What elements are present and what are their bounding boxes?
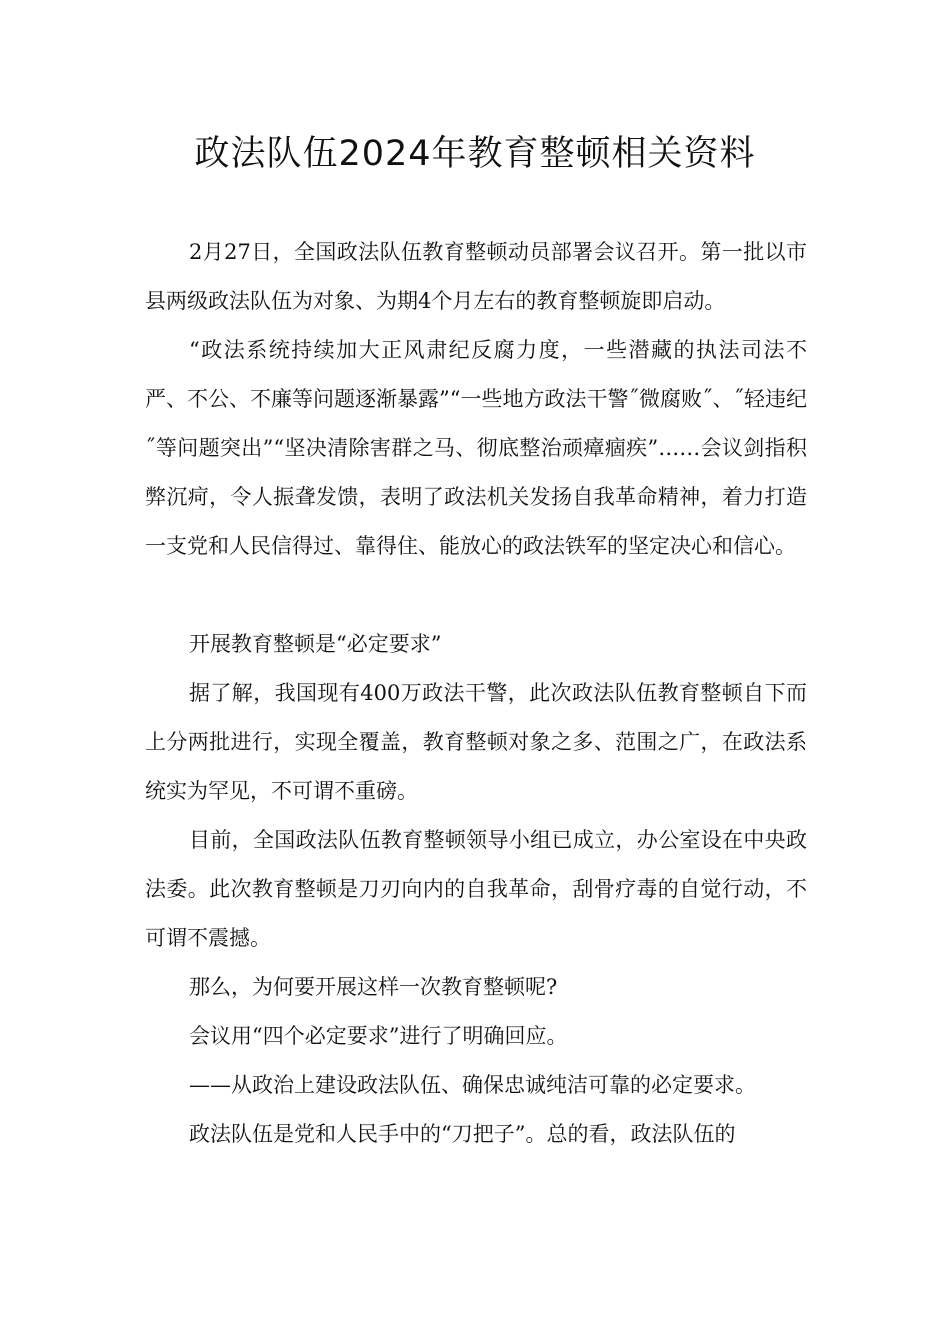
paragraph-7: ——从政治上建设政法队伍、确保忠诚纯洁可靠的必定要求。 (189, 1073, 756, 1097)
paragraph-6: 会议用“四个必定要求”进行了明确回应。 (189, 1024, 568, 1048)
document-body (145, 228, 807, 1159)
paragraph-4: 目前，全国政法队伍教育整顿领导小组已成立，办公室设在中央政法委。此次教育整顿是刀刃向内的自我革命，刮骨疗毒的自觉行动，不可谓不震撼。 (145, 828, 807, 950)
paragraph-5: 那么，为何要开展这样一次教育整顿呢? (189, 975, 558, 999)
document-title: 政法队伍2024年教育整顿相关资料 (194, 134, 756, 174)
paragraph-2: “政法系统持续加大正风肃纪反腐力度，一些潜藏的执法司法不严、不公、不廉等问题逐渐暴露”“一些地方政法干警˝微腐败˝、˝轻违纪˝等问题突出”“坚决清除害群之马、彻底整治顽瘴痼疾”……会议剑指积弊沉疴，令人振聋发馈，表明了政法机关发扬自我革命精神，着力打造一支党和人民信得过、靠得住、能放心的政法铁军的坚定决心和信心。 (145, 338, 807, 558)
section-heading: 开展教育整顿是“必定要求” (189, 632, 442, 656)
paragraph-3: 据了解，我国现有400万政法干警，此次政法队伍教育整顿自下而上分两批进行，实现全覆盖，教育整顿对象之多、范围之广，在政法系统实为罕见，不可谓不重磅。 (145, 681, 807, 803)
paragraph-8: 政法队伍是党和人民手中的“刀把子”。总的看，政法队伍的 (189, 1122, 736, 1146)
paragraph-1: 2月27日，全国政法队伍教育整顿动员部署会议召开。第一批以市县两级政法队伍为对象、为期4个月左右的教育整顿旋即启动。 (145, 240, 807, 313)
